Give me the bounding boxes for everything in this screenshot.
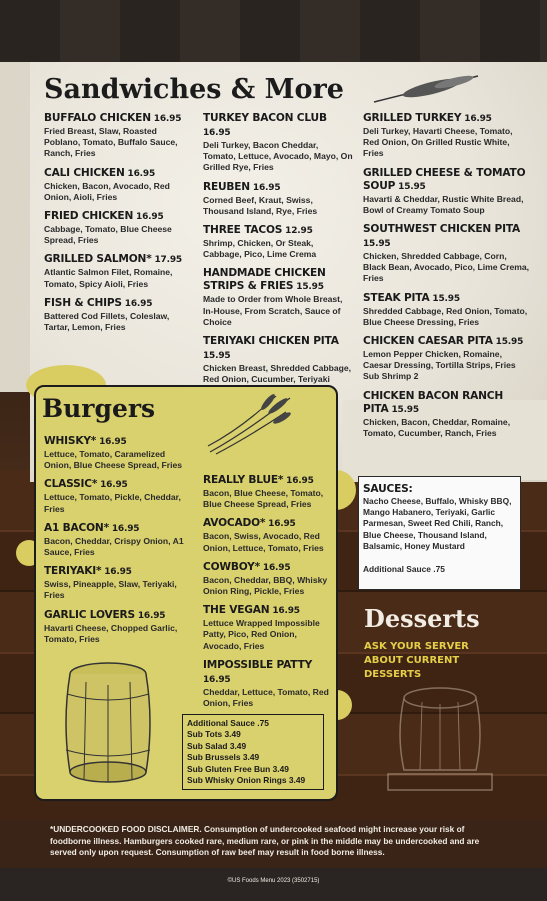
menu-item-description: Atlantic Salmon Filet, Romaine, Tomato, Spicy Aioli, Fries bbox=[44, 267, 173, 289]
menu-item-name bbox=[363, 335, 531, 349]
menu-item-description: Swiss, Pineapple, Slaw, Teriyaki, Fries bbox=[44, 579, 177, 601]
menu-item-price: 16.95 bbox=[259, 562, 291, 573]
menu-item-price: 16.95 bbox=[97, 480, 128, 491]
menu-item-description: Deli Turkey, Bacon Cheddar, Tomato, Lettuce, Avocado, Mayo, On Grilled Rye, Fries bbox=[203, 140, 353, 173]
menu-item bbox=[44, 297, 194, 333]
menu-item-description: Lettuce, Tomato, Caramelized Onion, Blue Cheese Spread, Fries bbox=[44, 449, 183, 471]
menu-item-name bbox=[363, 223, 531, 251]
sandwiches-column-2 bbox=[203, 112, 353, 404]
desserts-title: Desserts bbox=[364, 604, 480, 633]
item-name-text: TERIYAKI* bbox=[44, 565, 102, 578]
menu-item bbox=[44, 210, 194, 246]
menu-item-price: 16.95 bbox=[108, 523, 140, 534]
menu-item-description: Cabbage, Tomato, Blue Cheese Spread, Fries bbox=[44, 224, 172, 246]
menu-item-price: 16.95 bbox=[461, 114, 492, 124]
additional-option: Sub Brussels 3.49 bbox=[187, 752, 260, 763]
burgers-column-2 bbox=[203, 474, 333, 716]
menu-item-description: Shredded Cabbage, Red Onion, Tomato, Blue Cheese Dressing, Fries bbox=[363, 305, 528, 327]
menu-item bbox=[44, 253, 194, 289]
menu-item bbox=[203, 517, 333, 553]
menu-item-price: 16.95 bbox=[269, 606, 300, 617]
item-name-text: BUFFALO CHICKEN bbox=[44, 112, 151, 124]
menu-item-price: 16.95 bbox=[203, 674, 231, 685]
menu-item-description: Deli Turkey, Havarti Cheese, Tomato, Red Onion, On Grilled Rustic White, Fries bbox=[363, 126, 513, 159]
item-name-text: CALI CHICKEN bbox=[44, 166, 125, 179]
wheat-sketch-icon bbox=[372, 72, 482, 106]
item-name-text: TURKEY BACON CLUB bbox=[203, 112, 327, 124]
sauces-box bbox=[358, 476, 521, 590]
additional-option: Sub Salad 3.49 bbox=[187, 740, 247, 751]
sandwiches-title: Sandwiches & More bbox=[44, 74, 344, 105]
item-name-text: CLASSIC* bbox=[44, 478, 98, 491]
menu-item-price: 15.95 bbox=[388, 404, 419, 415]
menu-item bbox=[203, 561, 333, 597]
menu-item-price: 17.95 bbox=[151, 255, 182, 266]
barrel-sketch-icon bbox=[62, 660, 154, 786]
menu-item-description: Bacon, Swiss, Avocado, Red Onion, Lettuce, Tomato, Fries bbox=[203, 531, 324, 553]
menu-item-name bbox=[44, 167, 194, 181]
item-name-text: THE VEGAN bbox=[203, 604, 270, 617]
menu-item-name bbox=[203, 474, 333, 488]
menu-item-description: Corned Beef, Kraut, Swiss, Thousand Island, Rye, Fries bbox=[203, 194, 318, 216]
menu-item bbox=[363, 167, 531, 216]
menu-item-price: 16.95 bbox=[133, 212, 164, 223]
menu-item-name bbox=[203, 112, 353, 140]
menu-item-name bbox=[203, 604, 333, 618]
burgers-column-1 bbox=[44, 435, 194, 652]
menu-item-description: Cheddar, Lettuce, Tomato, Red Onion, Fries bbox=[203, 686, 329, 709]
menu-item-name bbox=[44, 435, 194, 449]
item-name-text: HANDMADE CHICKEN STRIPS & FRIES bbox=[203, 267, 326, 293]
copyright-footer: ©US Foods Menu 2023 (3502715) bbox=[227, 878, 320, 884]
menu-item bbox=[363, 390, 531, 439]
item-name-text: REALLY BLUE* bbox=[203, 474, 284, 486]
menu-item-price: 15.95 bbox=[429, 293, 460, 304]
menu-item-description: Shrimp, Chicken, Or Steak, Cabbage, Pico, Lime Crema bbox=[203, 238, 317, 260]
wheat-bundle-icon bbox=[206, 392, 296, 456]
sandwiches-column-3 bbox=[363, 112, 531, 446]
sauces-additional: Additional Sauce .75 bbox=[363, 564, 445, 575]
footer-band bbox=[0, 868, 547, 901]
item-name-text: SOUTHWEST CHICKEN PITA bbox=[363, 223, 521, 236]
menu-item-description: Havarti Cheese, Chopped Garlic, Tomato, Fries bbox=[44, 622, 178, 644]
menu-item-price: 16.95 bbox=[96, 437, 127, 447]
menu-item-name bbox=[44, 609, 194, 623]
menu-item-description: Battered Cod Fillets, Coleslaw, Tartar, Lemon, Fries bbox=[44, 310, 170, 333]
menu-item-name bbox=[44, 297, 194, 311]
menu-item-description: Bacon, Cheddar, Crispy Onion, A1 Sauce, Fries bbox=[44, 535, 184, 558]
item-name-text: THREE TACOS bbox=[203, 224, 283, 237]
menu-item-name bbox=[44, 253, 194, 267]
menu-item bbox=[44, 565, 194, 601]
menu-item-description: Fried Breast, Slaw, Roasted Poblano, Tomato, Buffalo Sauce, Ranch, Fries bbox=[44, 126, 178, 159]
menu-item-price: 16.95 bbox=[249, 182, 281, 193]
menu-item-name bbox=[363, 112, 531, 126]
additional-option: Sub Gluten Free Bun 3.49 bbox=[187, 763, 289, 774]
item-name-text: REUBEN bbox=[203, 180, 250, 193]
menu-item-price: 15.95 bbox=[293, 282, 324, 293]
menu-item-description: Chicken, Shredded Cabbage, Corn, Black Bean, Avocado, Pico, Lime Crema, Fries bbox=[363, 251, 530, 284]
sauces-title: SAUCES: bbox=[363, 483, 413, 495]
menu-item bbox=[203, 224, 353, 260]
menu-item-name bbox=[363, 292, 531, 306]
item-name-text: AVOCADO* bbox=[203, 517, 266, 530]
menu-item-name bbox=[363, 167, 531, 194]
menu-item bbox=[44, 435, 194, 471]
menu-item-name bbox=[203, 517, 333, 531]
menu-item-price: 15.95 bbox=[395, 181, 426, 192]
menu-item bbox=[363, 292, 531, 328]
menu-item bbox=[44, 522, 194, 558]
menu-item-description: Lettuce, Tomato, Pickle, Cheddar, Fries bbox=[44, 492, 181, 514]
menu-item-description: Bacon, Blue Cheese, Tomato, Blue Cheese Spread, Fries bbox=[203, 488, 324, 510]
menu-item-description: Chicken, Bacon, Cheddar, Romaine, Tomato, Cucumber, Ranch, Fries bbox=[363, 416, 511, 438]
item-name-text: CHICKEN BACON RANCH PITA bbox=[363, 389, 504, 415]
menu-item-name bbox=[203, 561, 333, 575]
menu-item-description: Bacon, Cheddar, BBQ, Whisky Onion Ring, Pickle, Fries bbox=[203, 574, 328, 597]
item-name-text: GARLIC LOVERS bbox=[44, 608, 135, 621]
item-name-text: CHICKEN CAESAR PITA bbox=[363, 335, 493, 348]
burger-additional-options bbox=[182, 714, 324, 790]
menu-item-description: Lettuce Wrapped Impossible Patty, Pico, Red Onion, Avocado, Fries bbox=[203, 618, 320, 651]
item-name-text: GRILLED TURKEY bbox=[363, 112, 462, 124]
menu-item bbox=[203, 474, 333, 510]
menu-item-price: 16.95 bbox=[101, 567, 132, 578]
menu-item-price: 15.95 bbox=[363, 239, 391, 250]
menu-item-price: 12.95 bbox=[282, 226, 313, 237]
item-name-text: GRILLED CHEESE & TOMATO SOUP bbox=[363, 166, 526, 192]
sauces-list: Nacho Cheese, Buffalo, Whisky BBQ, Mango Habanero, Teriyaki, Garlic Parmesan, Sweet Red Chili, Ranch, Blue Cheese, Thousand Island, Balsamic, Honey Mustard bbox=[363, 496, 512, 551]
menu-item-description: Lemon Pepper Chicken, Romaine, Caesar Dressing, Tortilla Strips, Fries Sub Shrimp 2 bbox=[363, 349, 516, 382]
item-name-text: IMPOSSIBLE PATTY bbox=[203, 658, 313, 671]
menu-item-price: 16.95 bbox=[124, 168, 156, 179]
item-name-text: STEAK PITA bbox=[363, 291, 430, 304]
menu-item-description: Chicken, Bacon, Avocado, Red Onion, Aioli, Fries bbox=[44, 180, 170, 202]
item-name-text: GRILLED SALMON* bbox=[44, 253, 152, 266]
item-name-text: A1 BACON* bbox=[44, 521, 109, 534]
menu-item-name bbox=[203, 224, 353, 238]
menu-item bbox=[203, 112, 353, 174]
additional-option: Sub Tots 3.49 bbox=[187, 729, 241, 740]
menu-item-price: 15.95 bbox=[203, 351, 231, 362]
menu-item-name bbox=[203, 659, 333, 687]
item-name-text: TERIYAKI CHICKEN PITA bbox=[203, 335, 339, 348]
menu-item-name bbox=[44, 210, 194, 224]
menu-item-price: 16.95 bbox=[121, 298, 153, 309]
item-name-text: WHISKY* bbox=[44, 435, 97, 447]
menu-item-price: 15.95 bbox=[492, 337, 524, 348]
menu-item-name bbox=[44, 478, 194, 492]
dessert-barrel-sketch-icon bbox=[380, 684, 500, 794]
menu-item-description: Havarti & Cheddar, Rustic White Bread, Bowl of Creamy Tomato Soup bbox=[363, 193, 524, 215]
menu-item bbox=[363, 335, 531, 383]
menu-item-name bbox=[44, 522, 194, 536]
burgers-title: Burgers bbox=[42, 394, 156, 423]
menu-item bbox=[203, 267, 353, 328]
item-name-text: FRIED CHICKEN bbox=[44, 210, 134, 223]
menu-item bbox=[203, 659, 333, 709]
menu-item-name bbox=[203, 335, 353, 363]
menu-item bbox=[203, 181, 353, 217]
menu-item-price: 16.95 bbox=[265, 519, 296, 530]
menu-item-price: 16.95 bbox=[203, 128, 231, 138]
menu-item-price: 16.95 bbox=[134, 610, 166, 621]
additional-option: Additional Sauce .75 bbox=[187, 718, 269, 728]
menu-item-name bbox=[203, 181, 353, 195]
menu-item-price: 16.95 bbox=[283, 476, 314, 486]
undercooked-disclaimer: *UNDERCOOKED FOOD DISCLAIMER. Consumption of undercooked seafood might increase your risk of foodborne illness. Hamburgers cooked rare, medium rare, or pink in the middle may be undercooked and are served only upon request. Consumption of raw beef may result in food borne illness. bbox=[50, 824, 480, 857]
additional-option: Sub Whisky Onion Rings 3.49 bbox=[187, 775, 306, 786]
menu-item bbox=[363, 223, 531, 285]
top-band bbox=[0, 0, 547, 62]
menu-item-name bbox=[363, 390, 531, 417]
menu-item bbox=[44, 167, 194, 203]
menu-item-name bbox=[44, 112, 194, 126]
menu-item-description: Chicken Breast, Shredded Cabbage, Red Onion, Cucumber, Teriyaki bbox=[203, 363, 352, 385]
item-name-text: COWBOY* bbox=[203, 560, 260, 573]
desserts-subtitle: ASK YOUR SERVER ABOUT CURRENT DESSERTS bbox=[364, 641, 469, 680]
menu-item bbox=[363, 112, 531, 160]
item-name-text: FISH & CHIPS bbox=[44, 296, 122, 309]
sandwiches-column-1 bbox=[44, 112, 194, 340]
menu-item-name bbox=[203, 267, 353, 294]
menu-item bbox=[44, 112, 194, 160]
menu-item-description: Made to Order from Whole Breast, In-House, From Scratch, Sauce of Choice bbox=[203, 294, 343, 327]
menu-item bbox=[203, 604, 333, 652]
menu-item-price: 16.95 bbox=[150, 114, 182, 124]
menu-item bbox=[44, 609, 194, 645]
menu-item-name bbox=[44, 565, 194, 579]
menu-item bbox=[44, 478, 194, 514]
